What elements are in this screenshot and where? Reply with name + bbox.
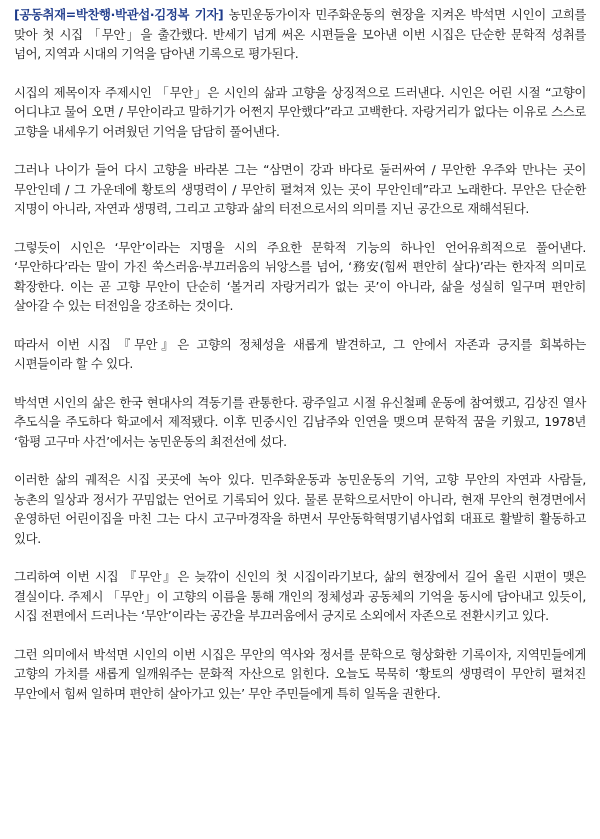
lead-text: 농민운동가이자 민주화운동의 현장을 지켜온 박석면 시인이 고희를 맞아 첫 시집 「무안」을 출간했다. 반세기 넘게 써온 시편들을 모아낸 이번 시집은 단순한 문학적 성취를 넘어, 지역과 시대의 기억을 담아낸 기록으로 평가된다. <box>14 7 586 61</box>
article-paragraph: 이러한 삶의 궤적은 시집 곳곳에 녹아 있다. 민주화운동과 농민운동의 기억, 고향 무안의 자연과 사람들, 농촌의 일상과 정서가 꾸밈없는 언어로 기록되어 있다. 물론 문학으로서만이 아니라, 현재 무안의 현경면에서 운영하던 어린이집을 마친 그는 다시 고구마경작을 하면서 무안동학혁명기념사업회 대표로 활발히 활동하고 있다. <box>14 472 586 546</box>
article-paragraph: 그러나 나이가 들어 다시 고향을 바라본 그는 “삼면이 강과 바다로 둘러싸여 / 무안한 우주와 만나는 곳이 무안인데 / 그 가운데에 황토의 생명력이 / 무안히 펼쳐져 있는 곳이 무안인데”라고 노래한다. 무안은 단순한 지명이 아니라, 자연과 생명력, 그리고 고향과 삶의 터전으로서의 의미를 지닌 공간으로 재해석된다. <box>14 162 586 216</box>
article-paragraph: 그런 의미에서 박석면 시인의 이번 시집은 무안의 역사와 정서를 문학으로 형상화한 기록이자, 지역민들에게 고향의 가치를 새롭게 일깨워주는 문화적 자산으로 읽힌다. 오늘도 묵묵히 ‘황토의 생명력이 무안히 펼쳐진 무안에서 힘써 일하며 편안히 살아가고 있는’ 무안 주민들에게 특히 일독을 권한다. <box>14 646 586 701</box>
article-body <box>14 5 586 722</box>
article-paragraph: 그리하여 이번 시집 『무안』은 늦깎이 신인의 첫 시집이라기보다, 삶의 현장에서 길어 올린 시편이 맺은 결실이다. 주제시 「무안」이 고향의 이름을 통해 개인의 정체성과 공동체의 기억을 동시에 담아내고 있듯이, 시집 전편에서 드러나는 ‘무안’이라는 공간을 부끄러움에서 긍지로 소외에서 자존으로 전환시키고 있다. <box>14 569 586 623</box>
article-paragraph: 따라서 이번 시집 『무안』은 고향의 정체성을 새롭게 발견하고, 그 안에서 자존과 긍지를 회복하는 시편들이라 할 수 있다. <box>14 336 586 371</box>
article-paragraph: 그렇듯이 시인은 ‘무안’이라는 지명을 시의 주요한 문학적 기능의 하나인 언어유희적으로 풀어낸다. ‘무안하다’라는 말이 가진 쑥스러움·부끄러움의 뉘앙스를 넘어, ‘務安(힘써 편안히 살다)’라는 한자적 의미로 확장한다. 이는 곧 고향 무안이 단순히 ‘볼거리 자랑거리가 없는 곳’이 아니라, 삶을 성실히 일구며 편안히 살아갈 수 있는 터전임을 강조하는 것이다. <box>14 239 586 313</box>
article-paragraph <box>14 5 586 64</box>
byline: [공동취재=박찬행·박관섭·김정복 기자] <box>14 7 224 22</box>
article-paragraph: 박석면 시인의 삶은 한국 현대사의 격동기를 관통한다. 광주일고 시절 유신철폐 운동에 참여했고, 김상진 열사 추도식을 주도하다 학교에서 제적됐다. 이후 민중시인 김남주와 인연을 맺으며 문학적 꿈을 키웠고, 1978년 ‘함평 고구마 사건’에서는 농민운동의 최전선에 섰다. <box>14 394 586 449</box>
article-paragraph: 시집의 제목이자 주제시인 「무안」은 시인의 삶과 고향을 상징적으로 드러낸다. 시인은 어린 시절 “고향이 어디냐고 물어 오면 / 무안이라고 말하기가 어쩐지 무안했다”라고 고백한다. 자랑거리가 없다는 이유로 스스로 고향을 내세우기 어려웠던 기억을 담담히 풀어낸다. <box>14 84 586 139</box>
